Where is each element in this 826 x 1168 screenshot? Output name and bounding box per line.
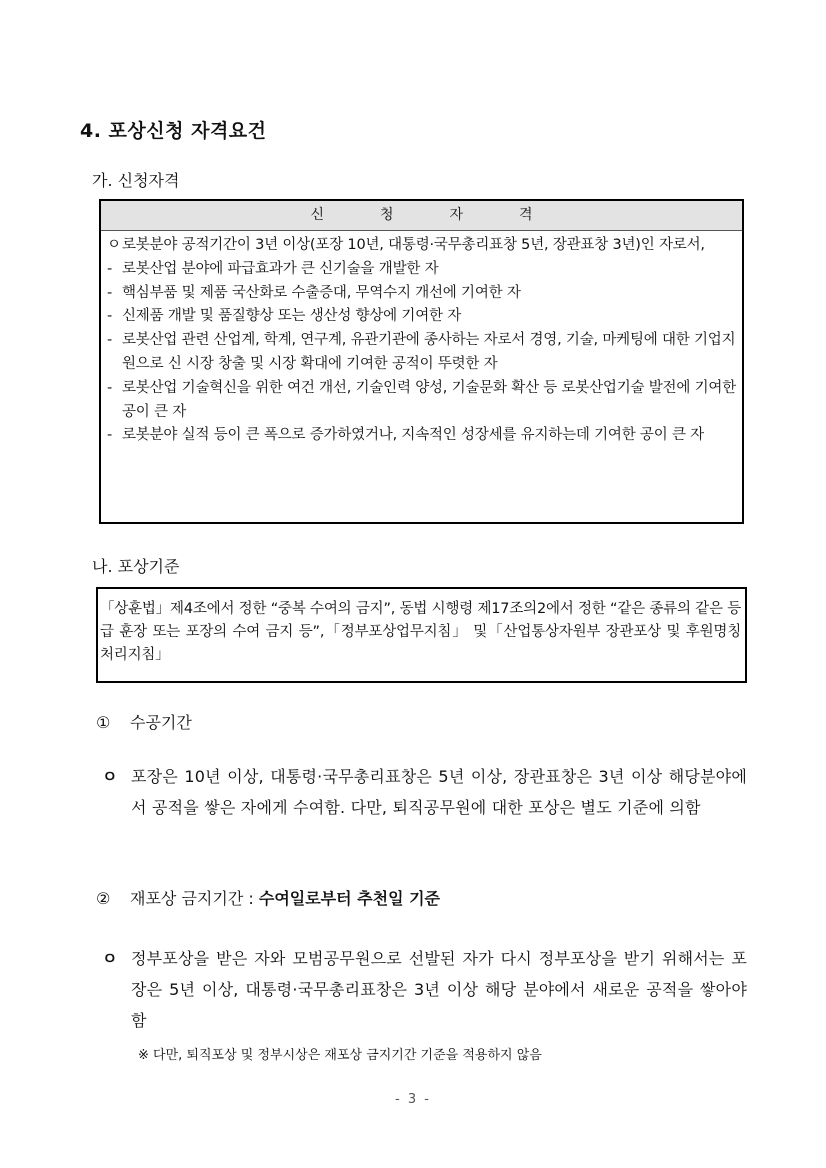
dash-marker: - — [107, 260, 113, 277]
item-1-paragraph — [102, 761, 747, 823]
qualification-line — [107, 282, 736, 306]
qualification-line-text: 로봇산업 기술혁신을 위한 여건 개선, 기술인력 양성, 기술문화 확산 등 로봇산업기술 발전에 기여한 공이 큰 자 — [122, 379, 737, 420]
qualification-line — [107, 234, 736, 258]
qualification-line — [107, 258, 736, 282]
dash-marker: - — [107, 427, 113, 444]
section-title: 4. 포상신청 자격요건 — [80, 120, 267, 142]
item-title: 재포상 금지기간 : — [130, 889, 254, 908]
qualification-line-text: 로봇분야 공적기간이 3년 이상(포장 10년, 대통령·국무총리표창 5년, 장관표창 3년)인 자로서, — [122, 237, 705, 253]
basis-text: 「상훈법」제4조에서 정한 “중복 수여의 금지”, 동법 시행령 제17조의2에서 정한 “같은 종류의 같은 등급 훈장 또는 포장의 수여 금지 등”,「정부포상업무지침」 및「산업통상자원부 장관포상 및 후원명칭 처리지침」 — [100, 601, 742, 663]
qualification-line-text: 핵심부품 및 제품 국산화로 수출증대, 무역수지 개선에 기여한 자 — [122, 284, 521, 301]
qualification-line-text: 로봇산업 분야에 파급효과가 큰 신기술을 개발한 자 — [122, 260, 439, 277]
header-char: 자 — [449, 207, 464, 223]
item-title-bold: 수여일로부터 추천일 기준 — [258, 889, 441, 908]
qualification-line — [107, 329, 736, 377]
qualification-line — [107, 377, 736, 425]
qualification-line-text: 로봇분야 실적 등이 큰 폭으로 증가하였거나, 지속적인 성장세를 유지하는데 기여한 공이 큰 자 — [122, 427, 704, 444]
item-title: 수공기간 — [130, 713, 192, 732]
qualification-table-body — [101, 231, 742, 448]
qualification-heading: 가. 신청자격 — [92, 171, 180, 190]
qualification-line-text: 로봇산업 관련 산업계, 학계, 연구계, 유관기관에 종사하는 자로서 경영, 기술, 마케팅에 대한 기업지원으로 신 시장 창출 및 시장 확대에 기여한 공적이 뚜렷한 자 — [122, 332, 736, 372]
bullet-marker: ㅇ — [102, 949, 118, 968]
circle-marker: ㅇ — [107, 237, 121, 253]
dash-marker: - — [107, 308, 113, 325]
dash-marker: - — [107, 284, 113, 301]
qualification-line — [107, 305, 736, 329]
header-char: 격 — [519, 207, 533, 223]
dash-marker: - — [107, 332, 113, 349]
item-1-title — [96, 710, 192, 733]
item-2-paragraph — [102, 943, 747, 1036]
item-number: ② — [96, 889, 111, 908]
qualification-line — [107, 424, 736, 448]
item-1-text: 포장은 10년 이상, 대통령·국무총리표창은 5년 이상, 장관표창은 3년 이상 해당분야에서 공적을 쌓은 자에게 수여함. 다만, 퇴직공무원에 대한 포상은 별도 기준에 의함 — [131, 767, 747, 817]
note: ※ 다만, 퇴직포상 및 정부시상은 재포상 금지기간 기준을 적용하지 않음 — [138, 1048, 542, 1063]
item-2-text: 정부포상을 받은 자와 모범공무원으로 선발된 자가 다시 정부포상을 받기 위해서는 포장은 5년 이상, 대통령·국무총리표창은 3년 이상 해당 분야에서 새로운 공적을 쌓아야 함 — [131, 949, 747, 1030]
qualification-line-text: 신제품 개발 및 품질향상 또는 생산성 향상에 기여한 자 — [122, 308, 462, 325]
page-number: - 3 - — [395, 1092, 431, 1107]
qualification-table — [99, 199, 744, 524]
header-char: 청 — [379, 207, 394, 223]
basis-box — [96, 587, 747, 683]
qualification-table-header — [101, 201, 742, 231]
bullet-marker: ㅇ — [102, 767, 118, 786]
item-number: ① — [96, 713, 111, 732]
basis-heading: 나. 포상기준 — [92, 557, 180, 576]
item-2-title — [96, 886, 440, 909]
dash-marker: - — [107, 379, 113, 396]
header-char: 신 — [310, 207, 324, 223]
